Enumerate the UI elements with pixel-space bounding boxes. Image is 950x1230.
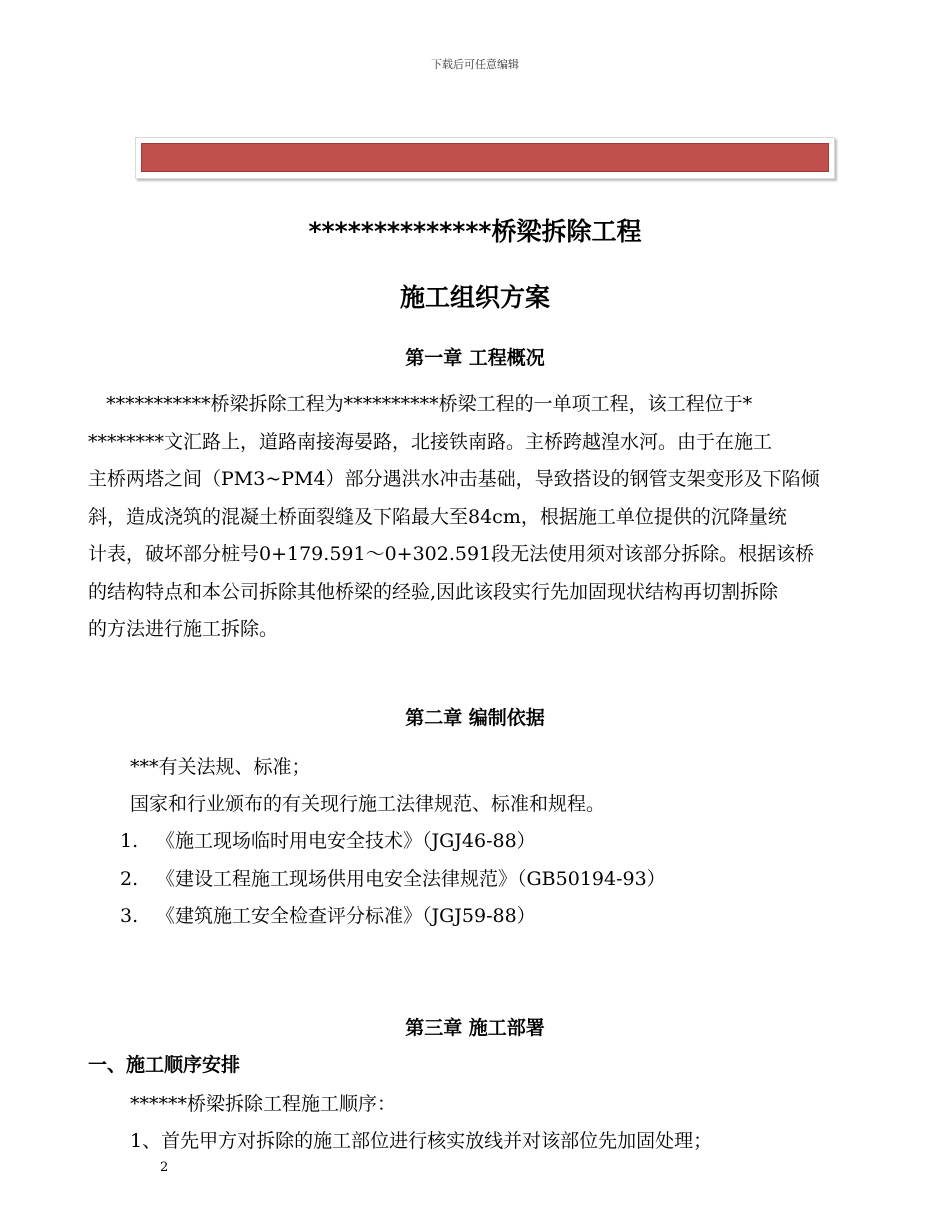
regulations-line: ***有关法规、标准； <box>130 756 311 778</box>
list-text: 《建筑施工安全检查评分标准》（JGJ59-88） <box>156 905 536 927</box>
list-item <box>120 864 666 891</box>
chapter3-heading: 第三章 施工部署 <box>405 1017 545 1039</box>
sequence-intro: ******桥梁拆除工程施工顺序： <box>130 1093 397 1115</box>
list-item <box>120 826 536 853</box>
paragraph-line: 的结构特点和本公司拆除其他桥梁的经验,因此该段实行先加固现状结构再切割拆除 <box>88 580 779 603</box>
chapter1-heading: 第一章 工程概况 <box>405 347 545 369</box>
banner-bar <box>141 143 829 172</box>
list-number: 3. <box>120 905 139 927</box>
decorative-banner <box>135 137 835 179</box>
chapter1-paragraph <box>88 386 888 649</box>
paragraph-line: 计表，破坏部分桩号0+179.591～0+302.591段无法使用须对该部分拆除。根据该桥 <box>88 543 815 565</box>
list-number: 1. <box>120 830 139 852</box>
standards-line: 国家和行业颁布的有关现行施工法律规范、标准和规程。 <box>130 793 606 815</box>
paragraph-line: 主桥两塔之间（PM3~PM4）部分遇洪水冲击基础，导致搭设的钢管支架变形及下陷倾 <box>88 468 820 490</box>
list-text: 《施工现场临时用电安全技术》（JGJ46-88） <box>156 830 536 852</box>
list-item <box>120 901 536 928</box>
paragraph-line: ********文汇路上，道路南接海晏路，北接铁南路。主桥跨越湟水河。由于在施工 <box>88 430 773 453</box>
header-note: 下载后可任意编辑 <box>431 58 519 71</box>
section-heading: 一、施工顺序安排 <box>88 1054 241 1076</box>
chapter2-heading: 第二章 编制依据 <box>405 707 545 729</box>
document-title: **************桥梁拆除工程 <box>308 217 642 246</box>
page-number: 2 <box>160 1160 169 1175</box>
list-number: 2. <box>120 868 139 890</box>
list-text: 《建设工程施工现场供用电安全法律规范》（GB50194-93） <box>156 868 666 890</box>
paragraph-line: ***********桥梁拆除工程为**********桥梁工程的一单项工程，该工程位于* <box>88 393 753 415</box>
document-subtitle: 施工组织方案 <box>399 283 550 312</box>
paragraph-line: 的方法进行施工拆除。 <box>88 618 279 640</box>
sequence-step-1: 1、首先甲方对拆除的施工部位进行核实放线并对该部位先加固处理； <box>130 1130 713 1152</box>
paragraph-line: 斜，造成浇筑的混凝土桥面裂缝及下陷最大至84cm，根据施工单位提供的沉降量统 <box>88 505 787 528</box>
